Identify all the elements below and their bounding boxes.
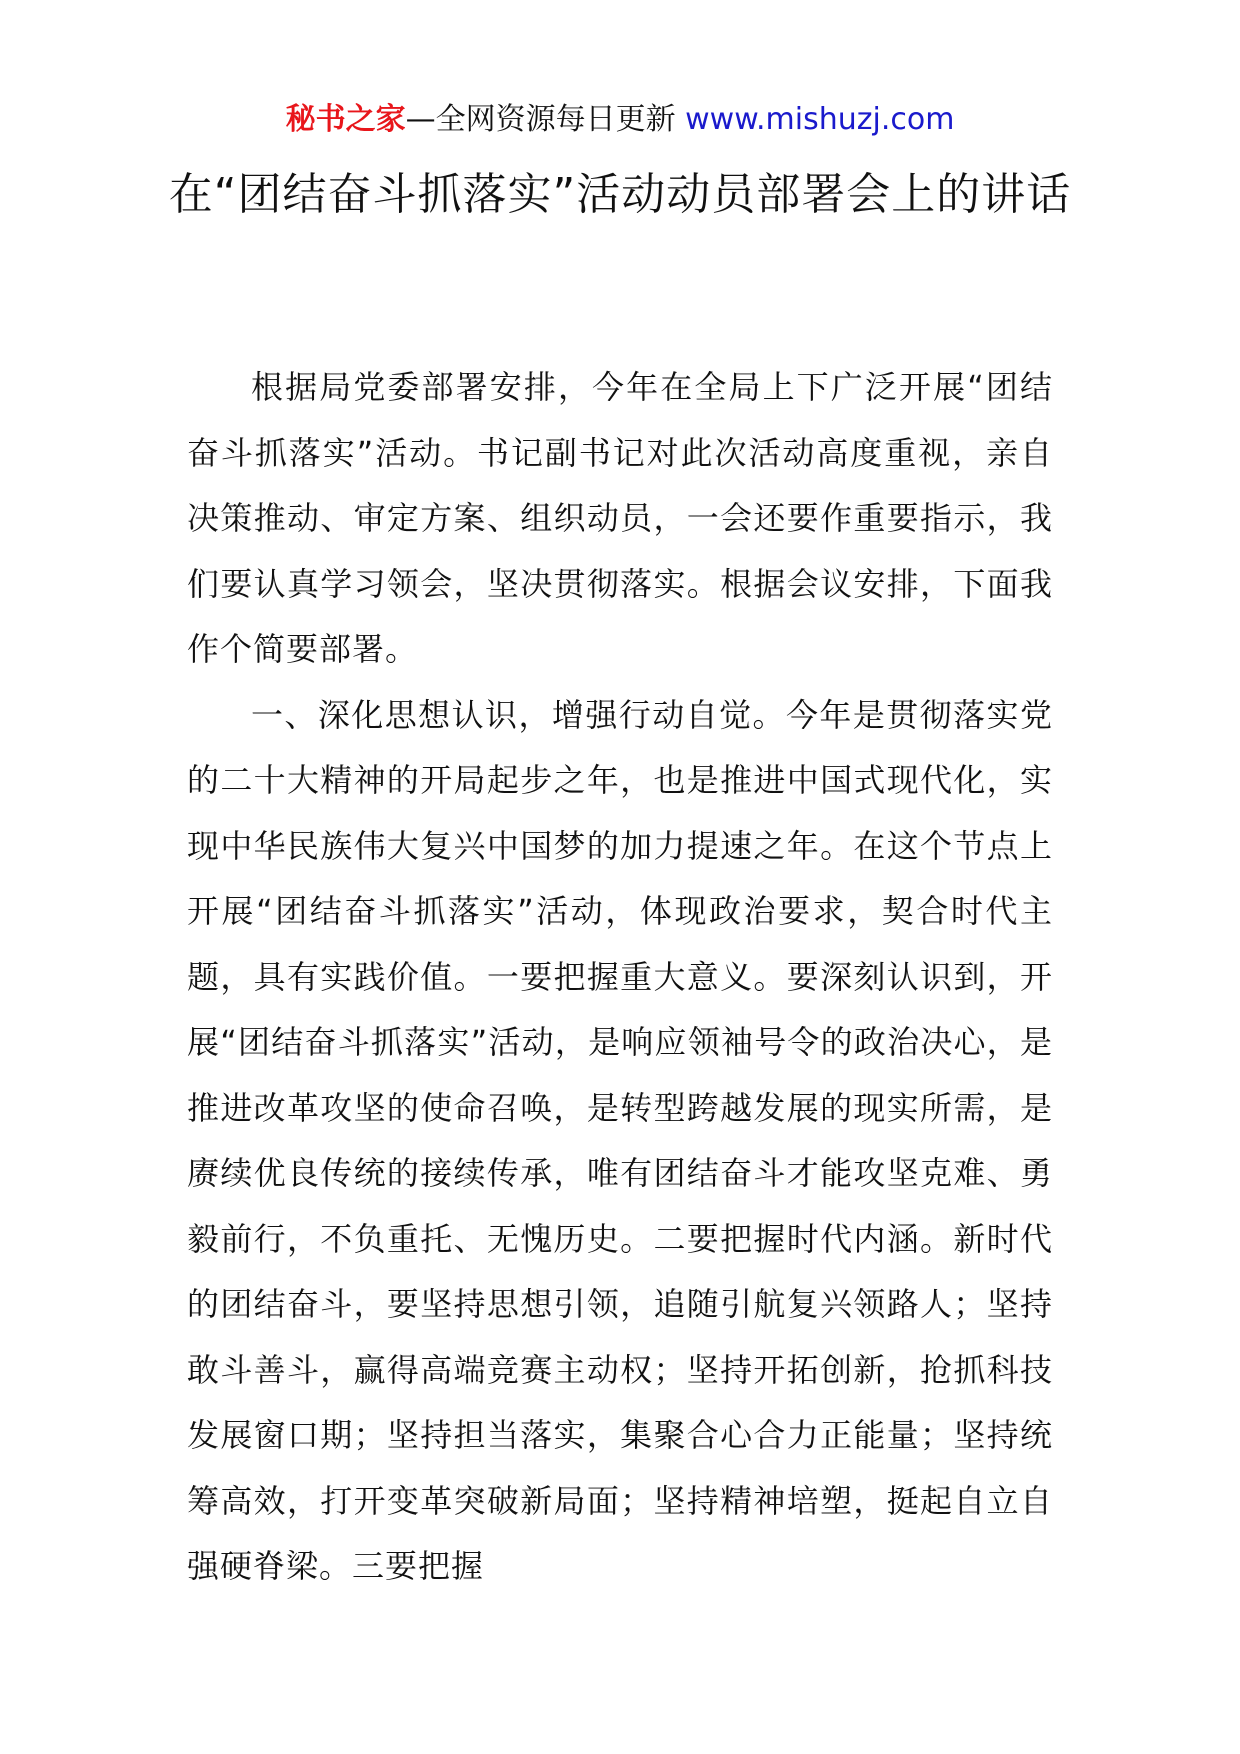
header-banner [0,100,1240,140]
document-title: 在“团结奋斗抓落实”活动动员部署会上的讲话 [168,169,1072,220]
document-body [187,355,1053,1600]
brand-name: 秘书之家 [285,102,406,137]
header-tagline: —全网资源每日更新 [405,102,676,137]
paragraph-section-one: 一、深化思想认识，增强行动自觉。今年是贯彻落实党的二十大精神的开局起步之年，也是推进中国式现代化，实现中华民族伟大复兴中国梦的加力提速之年。在这个节点上开展“团结奋斗抓落实”活动，体现政治要求，契合时代主题，具有实践价值。一要把握重大意义。要深刻认识到，开展“团结奋斗抓落实”活动，是响应领袖号令的政治决心，是推进改革攻坚的使命召唤，是转型跨越发展的现实所需，是赓续优良传统的接续传承，唯有团结奋斗才能攻坚克难、勇毅前行，不负重托、无愧历史。二要把握时代内涵。新时代的团结奋斗，要坚持思想引领，追随引航复兴领路人；坚持敢斗善斗，赢得高端竞赛主动权；坚持开拓创新，抢抓科技发展窗口期；坚持担当落实，集聚合心合力正能量；坚持统筹高效，打开变革突破新局面；坚持精神培塑，挺起自立自强硬脊梁。三要把握 [187,695,1053,1585]
paragraph-intro: 根据局党委部署安排，今年在全局上下广泛开展“团结奋斗抓落实”活动。书记副书记对此次活动高度重视，亲自决策推动、审定方案、组织动员，一会还要作重要指示，我们要认真学习领会，坚决贯彻落实。根据会议安排，下面我作个简要部署。 [187,368,1053,668]
website-link[interactable]: www.mishuzj.com [685,102,955,137]
